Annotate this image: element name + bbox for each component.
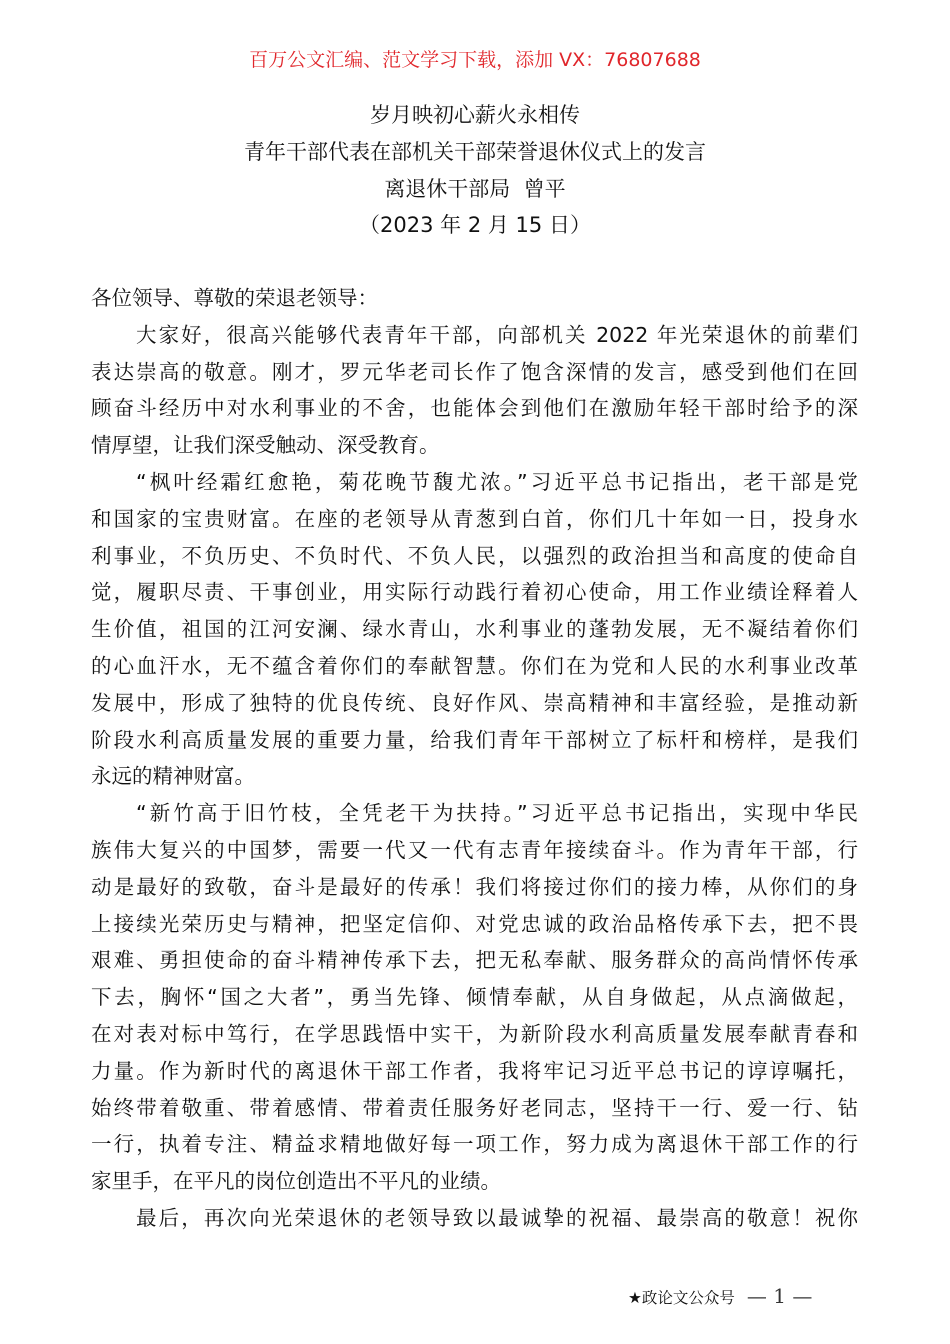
paragraph: [91, 464, 858, 795]
text-line: 和国家的宝贵财富。在座的老领导从青葱到白首，你们几十年如一日，投身水: [91, 506, 858, 531]
text-line: 表达崇高的敬意。刚才，罗元华老司长作了饱含深情的发言，感受到他们在回: [91, 359, 858, 384]
text-line: 艰难、勇担使命的奋斗精神传承下去，把无私奉献、服务群众的高尚情怀传承: [91, 948, 858, 973]
footer-source: ★政论文公众号: [628, 1289, 735, 1307]
text-line: 上接续光荣历史与精神，把坚定信仰、对党忠诚的政治品格传承下去，把不畏: [91, 911, 858, 936]
page-footer: [628, 1283, 812, 1311]
text-line: 在对表对标中笃行，在学思践悟中实干，为新阶段水利高质量发展奉献青春和: [91, 1021, 858, 1046]
text-line: 生价值，祖国的江河安澜、绿水青山，水利事业的蓬勃发展，无不凝结着你们: [91, 617, 858, 642]
page-number: — 1 —: [746, 1284, 813, 1308]
text-line: 阶段水利高质量发展的重要力量，给我们青年干部树立了标杆和榜样，是我们: [91, 727, 858, 752]
text-line: 觉，履职尽责、干事创业，用实际行动践行着初心使命，用工作业绩诠释着人: [91, 580, 858, 605]
text-line: 动是最好的致敬，奋斗是最好的传承！我们将接过你们的接力棒，从你们的身: [91, 874, 858, 899]
document-header: [0, 97, 950, 244]
paragraph: [91, 317, 858, 464]
text-line: 情厚望，让我们深受触动、深受教育。: [91, 433, 440, 458]
text-line: 下去，胸怀“国之大者”，勇当先锋、倾情奉献，从自身做起，从点滴做起，: [91, 985, 858, 1010]
text-line: 始终带着敬重、带着感情、带着责任服务好老同志，坚持干一行、爱一行、钻: [91, 1095, 858, 1120]
document-date: （2023 年 2 月 15 日）: [359, 213, 591, 238]
paragraph: [91, 1200, 858, 1237]
text-line: “枫叶经霜红愈艳，菊花晚节馥尤浓。”习近平总书记指出，老干部是党: [136, 469, 858, 494]
text-line: 最后，再次向光荣退休的老领导致以最诚挚的祝福、最崇高的敬意！祝你: [136, 1205, 858, 1230]
document-subtitle: 青年干部代表在部机关干部荣誉退休仪式上的发言: [244, 139, 706, 164]
document-author: 离退休干部局 曾平: [384, 176, 566, 201]
text-line: 家里手，在平凡的岗位创造出不平凡的业绩。: [91, 1169, 501, 1194]
text-line: 一行，执着专注、精益求精地做好每一项工作，努力成为离退休干部工作的行: [91, 1132, 858, 1157]
text-line: 力量。作为新时代的离退休干部工作者，我将牢记习近平总书记的谆谆嘱托，: [91, 1058, 858, 1083]
document-body: [91, 280, 858, 1237]
text-line: 顾奋斗经历中对水利事业的不舍，也能体会到他们在激励年轻干部时给予的深: [91, 396, 858, 421]
text-line: 族伟大复兴的中国梦，需要一代又一代有志青年接续奋斗。作为青年干部，行: [91, 837, 858, 862]
text-line: 各位领导、尊敬的荣退老领导：: [91, 286, 378, 310]
text-line: 大家好，很高兴能够代表青年干部，向部机关 2022 年光荣退休的前辈们: [136, 322, 858, 347]
paragraph: [91, 795, 858, 1200]
paragraph: [91, 280, 858, 317]
text-line: 的心血汗水，无不蕴含着你们的奉献智慧。你们在为党和人民的水利事业改革: [91, 653, 858, 678]
download-banner: 百万公文汇编、范文学习下载，添加 VX：76807688: [249, 49, 701, 71]
document-title: 岁月映初心薪火永相传: [370, 103, 580, 127]
text-line: 永远的精神财富。: [91, 764, 255, 789]
text-line: 发展中，形成了独特的优良传统、良好作风、崇高精神和丰富经验，是推动新: [91, 690, 858, 715]
text-line: 利事业，不负历史、不负时代、不负人民，以强烈的政治担当和高度的使命自: [91, 543, 858, 568]
text-line: “新竹高于旧竹枝，全凭老干为扶持。”习近平总书记指出，实现中华民: [136, 801, 858, 826]
